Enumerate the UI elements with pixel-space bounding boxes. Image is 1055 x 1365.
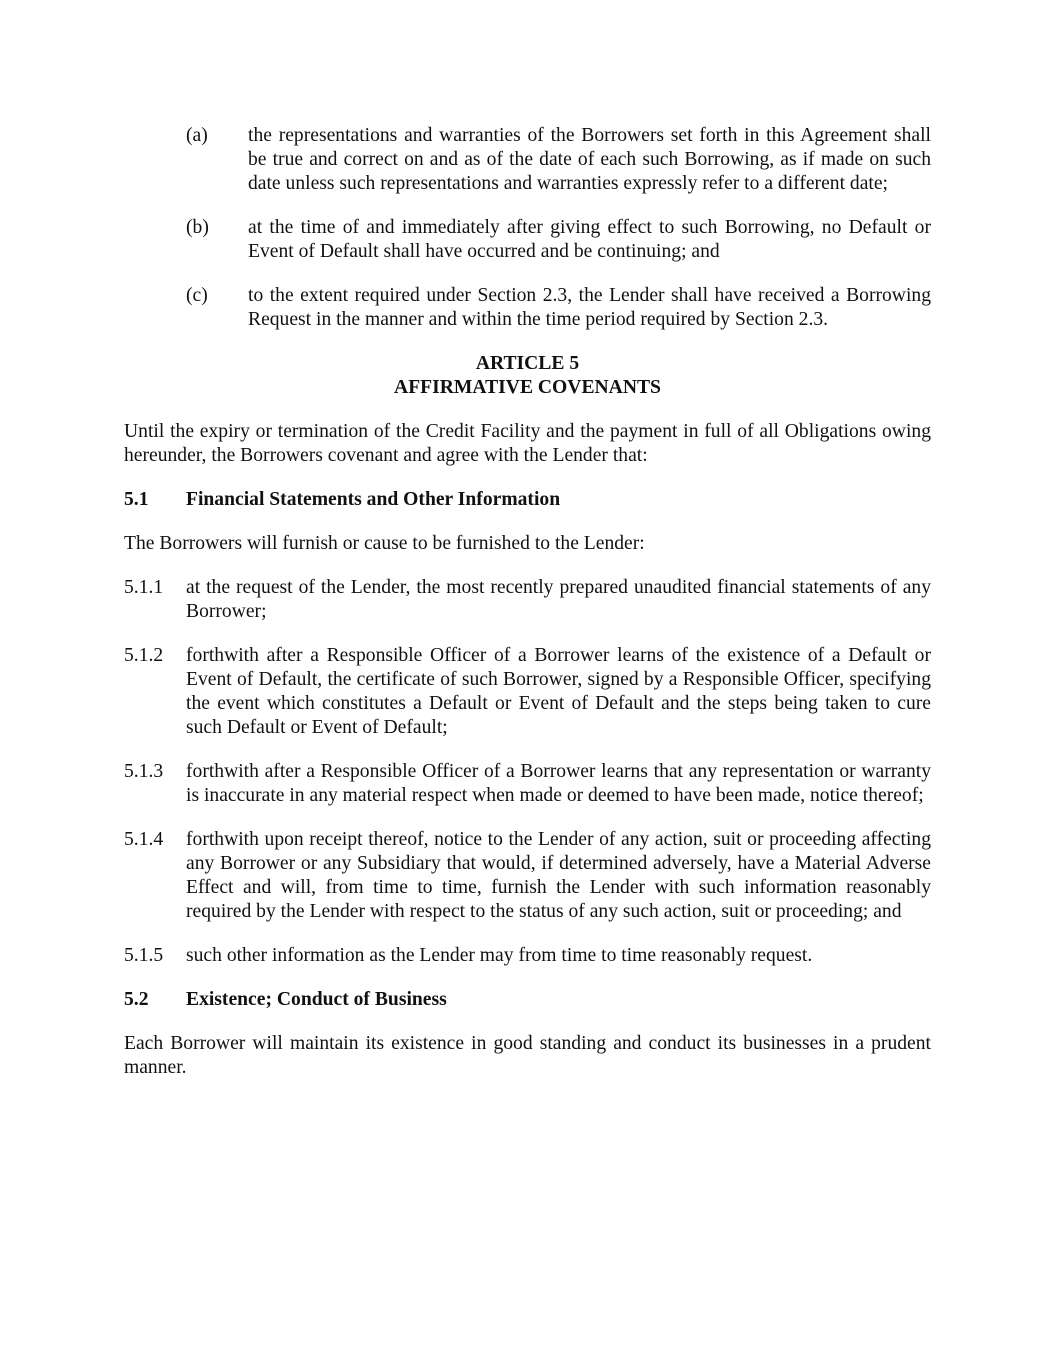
clause-b <box>186 216 931 264</box>
article-heading <box>124 352 931 400</box>
item-5-1-2 <box>124 644 931 740</box>
section-5-1-lead: The Borrowers will furnish or cause to be furnished to the Lender: <box>124 533 645 554</box>
clause-c <box>186 284 931 332</box>
article-title: AFFIRMATIVE COVENANTS <box>394 377 661 398</box>
item-5-1-3 <box>124 760 931 808</box>
item-number: 5.1.2 <box>124 645 164 666</box>
section-title: Existence; Conduct of Business <box>186 989 447 1010</box>
item-5-1-1 <box>124 576 931 624</box>
section-number: 5.2 <box>124 989 149 1010</box>
section-5-1-heading <box>124 488 931 512</box>
item-number: 5.1.1 <box>124 577 164 598</box>
clause-label: (a) <box>186 125 208 146</box>
item-number: 5.1.4 <box>124 829 164 850</box>
item-number: 5.1.5 <box>124 945 164 966</box>
article-number: ARTICLE 5 <box>475 353 580 374</box>
item-5-1-4 <box>124 828 931 924</box>
section-title: Financial Statements and Other Information <box>186 489 561 510</box>
section-5-2-text: Each Borrower will maintain its existence in good standing and conduct its businesses in a prudent manner. <box>124 1033 931 1078</box>
item-text: such other information as the Lender may from time to time reasonably request. <box>186 945 813 966</box>
clause-label: (c) <box>186 285 208 306</box>
item-5-1-5 <box>124 944 931 968</box>
document-body <box>124 124 931 1100</box>
article-intro: Until the expiry or termination of the Credit Facility and the payment in full of all Obligations owing hereunder, the Borrowers covenant and agree with the Lender that: <box>124 421 931 466</box>
item-text: at the request of the Lender, the most recently prepared unaudited financial statements of any Borrower; <box>186 577 931 622</box>
item-number: 5.1.3 <box>124 761 164 782</box>
clause-a <box>186 124 931 196</box>
item-text: forthwith after a Responsible Officer of a Borrower learns that any representation or warranty is inaccurate in any material respect when made or deemed to have been made, notice thereof; <box>186 761 931 806</box>
item-text: forthwith upon receipt thereof, notice to the Lender of any action, suit or proceeding affecting any Borrower or any Subsidiary that would, if determined adversely, have a Material Adverse Effect and will, from time to time, furnish the Lender with such information reasonably required by the Lender with respect to the status of any such action, suit or proceeding; and <box>186 829 931 922</box>
clause-text: the representations and warranties of the Borrowers set forth in this Agreement shall be true and correct on and as of the date of each such Borrowing, as if made on such date unless such representations and warranties expressly refer to a different date; <box>248 125 931 194</box>
clause-text: at the time of and immediately after giving effect to such Borrowing, no Default or Event of Default shall have occurred and be continuing; and <box>248 217 931 262</box>
clause-label: (b) <box>186 217 209 238</box>
clause-text: to the extent required under Section 2.3, the Lender shall have received a Borrowing Request in the manner and within the time period required by Section 2.3. <box>248 285 931 330</box>
section-number: 5.1 <box>124 489 149 510</box>
item-text: forthwith after a Responsible Officer of a Borrower learns of the existence of a Default or Event of Default, the certificate of such Borrower, signed by a Responsible Officer, specifying the event which constitutes a Default or Event of Default and the steps being taken to cure such Default or Event of Default; <box>186 645 931 738</box>
section-5-2-heading <box>124 988 931 1012</box>
